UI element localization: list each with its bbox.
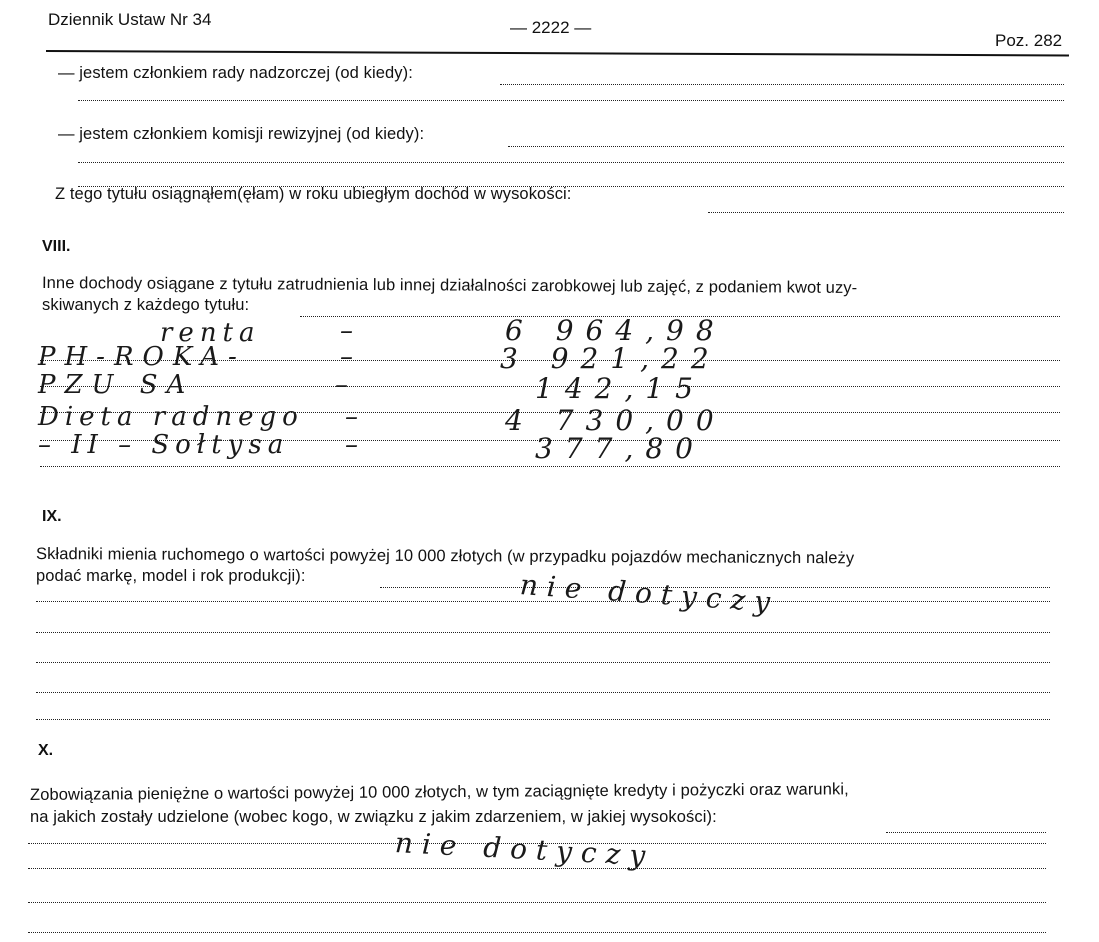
section-ix-line-2[interactable] — [36, 632, 1050, 633]
journal-title: Dziennik Ustaw Nr 34 — [48, 10, 212, 29]
section-x-handwritten-answer: nie dotyczy — [394, 826, 656, 873]
income-entry-amount: 4 730,00 — [505, 404, 726, 437]
audit-committee-field[interactable] — [508, 146, 1064, 147]
section-ix-line-5[interactable] — [36, 719, 1050, 720]
section-ix-text-line1: Składniki mienia ruchomego o wartości powyżej 10 000 złotych (w przypadku pojazdów mechanicznych należy — [35, 545, 855, 568]
income-entry-dash: – — [345, 430, 364, 460]
section-ix-heading: IX. — [42, 508, 62, 525]
audit-committee-label: — jestem członkiem komisji rewizyjnej (od kiedy): — [58, 125, 425, 143]
section-ix-line-3[interactable] — [36, 662, 1050, 663]
section-x-text-line1: Zobowiązania pieniężne o wartości powyżej 10 000 złotych, w tym zaciągnięte kredyty i pożyczki oraz warunki, — [29, 780, 849, 804]
income-entry-name: – II – Sołtysa — [38, 430, 290, 460]
income-field[interactable] — [708, 212, 1064, 213]
income-entry-amount: 6 964,98 — [505, 314, 726, 347]
income-entry-name: Dieta radnego — [38, 402, 304, 432]
section-x-line-3[interactable] — [28, 902, 1046, 903]
audit-committee-field-line2[interactable] — [78, 162, 1064, 163]
section-x-line-2[interactable] — [28, 868, 1046, 869]
section-x-line-4[interactable] — [28, 932, 1046, 933]
income-label: Z tego tytułu osiągnąłem(ęłam) w roku ubiegłym dochód w wysokości: — [55, 185, 572, 203]
page-number: — 2222 — — [510, 18, 592, 37]
section-viii-heading: VIII. — [42, 238, 71, 255]
income-entry-dash: – — [340, 316, 359, 346]
section-x-heading: X. — [38, 742, 54, 759]
section-x-field[interactable] — [886, 832, 1046, 833]
section-ix-text-line2: podać markę, model i rok produkcji): — [36, 567, 306, 585]
income-entry-amount: 377,80 — [535, 432, 705, 465]
supervisory-board-field-line2[interactable] — [78, 100, 1064, 101]
section-x-text-line2: na jakich zostały udzielone (wobec kogo, w związku z jakim zdarzeniem, w jakiej wysokości): — [30, 808, 717, 826]
income-entry-dash: – — [335, 370, 354, 400]
supervisory-board-label: — jestem członkiem rady nadzorczej (od kiedy): — [58, 64, 413, 82]
income-entry-name: renta — [160, 318, 261, 348]
section-viii-text-line2: skiwanych z każdego tytułu: — [42, 296, 250, 314]
income-entry-dash: – — [345, 402, 364, 432]
position-number: Poz. 282 — [995, 31, 1063, 50]
section-ix-handwritten-answer: nie dotyczy — [518, 568, 781, 620]
income-entry-name: PZU SA — [38, 370, 195, 400]
supervisory-board-field[interactable] — [500, 84, 1064, 85]
section-viii-line-5[interactable] — [40, 466, 1060, 467]
header-rule — [46, 50, 1069, 56]
section-viii-text-line1: Inne dochody osiągane z tytułu zatrudnienia lub innej działalności zarobkowej lub zajęć, z podaniem kwot uzy- — [41, 274, 858, 297]
income-entry-amount: 3 921,22 — [500, 342, 721, 375]
income-entry-dash: – — [340, 342, 359, 372]
income-entry-amount: 142,15 — [535, 372, 705, 405]
income-entry-name: PH-ROKA- — [38, 342, 246, 372]
section-ix-line-4[interactable] — [36, 692, 1050, 693]
